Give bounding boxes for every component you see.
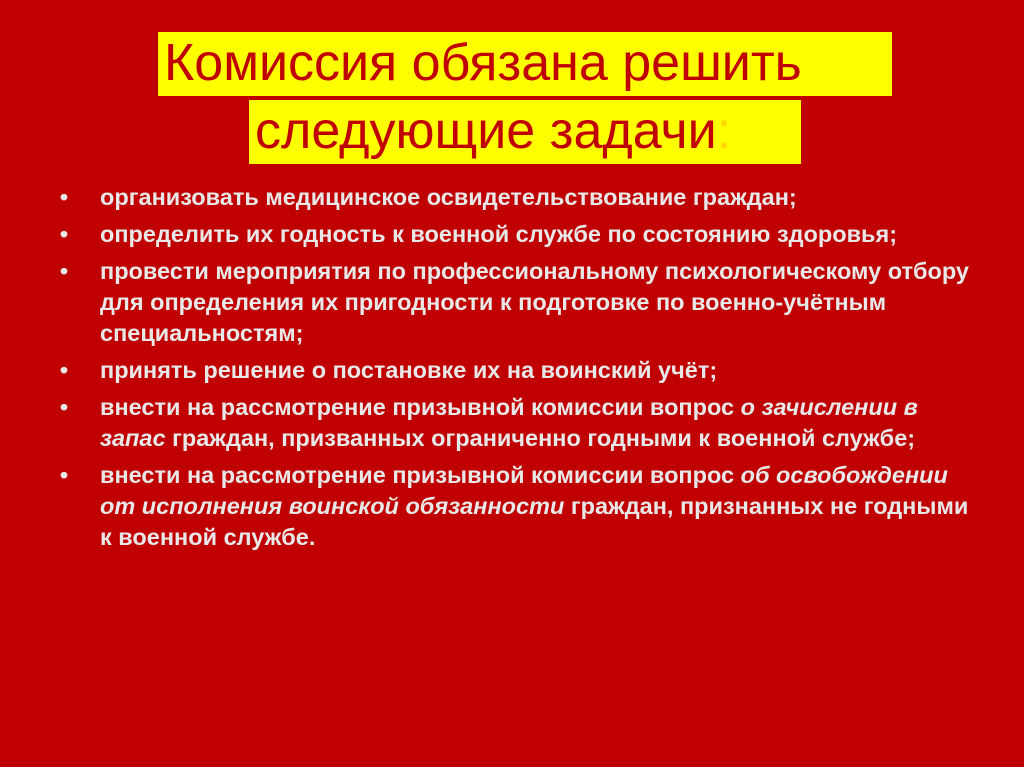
- title-colon: :: [716, 102, 732, 160]
- task-text-5-emphasis: о зачислении в запас: [100, 394, 918, 451]
- task-item-3: [54, 256, 984, 349]
- task-text-1: организовать медицинское освидетельствование граждан;: [100, 184, 797, 210]
- title-text-2: следующие задачи: [255, 102, 717, 160]
- task-text-6a: внести на рассмотрение призывной комиссии вопрос: [100, 462, 741, 488]
- task-item-1: [54, 182, 984, 213]
- task-text-5b: граждан, призванных ограниченно годными к военной службе;: [165, 425, 916, 451]
- task-text-4: принять решение о постановке их на воинский учёт;: [100, 357, 718, 383]
- bullet-icon: •: [59, 394, 69, 420]
- bullet-icon: •: [59, 357, 69, 383]
- task-text-5a: внести на рассмотрение призывной комиссии вопрос: [100, 394, 741, 420]
- task-list: [54, 182, 984, 559]
- bullet-icon: •: [59, 184, 69, 210]
- bullet-icon: •: [59, 221, 69, 247]
- title-line-2: [249, 100, 801, 164]
- task-text-3: провести мероприятия по профессиональному психологическому отбору для определения их пригодности к подготовке по военно-учётным специальностям;: [100, 258, 969, 346]
- bullet-icon: •: [59, 258, 69, 284]
- task-item-5: [54, 392, 984, 454]
- task-item-2: [54, 219, 984, 250]
- bullet-icon: •: [59, 462, 69, 488]
- task-item-4: [54, 355, 984, 386]
- title-text-1: Комиссия обязана решить: [164, 34, 802, 92]
- task-text-6-emphasis: об освобождении от исполнения воинской обязанности: [100, 462, 948, 519]
- task-text-2: определить их годность к военной службе по состоянию здоровья;: [100, 221, 898, 247]
- task-item-6: [54, 460, 984, 553]
- title-line-1: [158, 32, 892, 96]
- task-text-6b: граждан, признанных не годными к военной службе.: [100, 493, 969, 550]
